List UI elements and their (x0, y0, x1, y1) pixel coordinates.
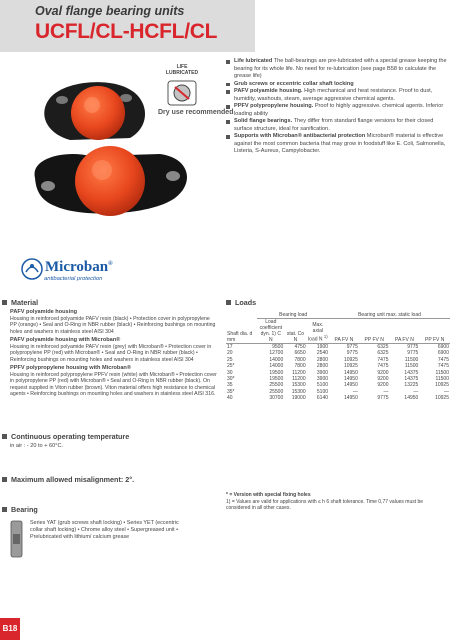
table-cell: 14000 (269, 356, 284, 363)
table-cell: 2540 (316, 350, 329, 357)
bearing-load-group: Bearing load (257, 312, 329, 319)
table-cell: 25500 (269, 382, 284, 389)
table-cell: 9200 (377, 376, 389, 383)
material-title: PAFV polyamide housing (10, 309, 78, 315)
table-cell: 19500 (269, 369, 284, 376)
table-cell: 35 (227, 382, 233, 389)
table-cell: 9775 (407, 350, 419, 357)
table-cell: 9775 (389, 344, 419, 351)
table-cell: — (413, 388, 419, 395)
life-line1: LIFE (176, 64, 188, 70)
page-subtitle: UCFL/CL-HCFL/CL (35, 20, 218, 43)
table-cell: 40 (227, 395, 233, 402)
loads-table (226, 312, 450, 402)
col-dyn: Load coefficient dyn. 1) C N (259, 319, 282, 343)
table-cell: 14000 (269, 363, 284, 370)
table-cell: 2800 (316, 363, 329, 370)
col-stat: stat. Co N (286, 331, 305, 343)
table-cell: 3900 (316, 369, 329, 376)
table-cell: 13225 (404, 382, 419, 389)
table-cell: 9500 (257, 344, 284, 351)
life-lubricated-badge (162, 64, 202, 76)
table-cell: 9775 (377, 395, 389, 402)
table-cell: 25* (227, 363, 235, 370)
table-cell: 11500 (435, 369, 449, 376)
table-cell: 14375 (404, 369, 419, 376)
microban-logo-icon (21, 258, 43, 280)
table-cell: 25500 (269, 388, 284, 395)
table-cell: — (383, 388, 389, 395)
note-special: * = Version with special fixing holes (226, 492, 311, 498)
material-section (10, 307, 218, 398)
table-cell: 7475 (377, 356, 389, 363)
table-cell: 20 (227, 350, 233, 357)
table-cell: 14375 (404, 376, 419, 383)
table-cell: 14950 (343, 395, 358, 402)
table-cell: — (444, 388, 449, 395)
material-title: PPFV polypropylene housing with Microban® (10, 365, 131, 371)
table-row (226, 344, 450, 351)
feature-item: PAFV polyamide housing. High mechanical and heat resistance. Proof to dust, humidity, washouts, steam, average aggressive chemical agents. (226, 88, 448, 103)
table-row (226, 395, 450, 401)
bearing-heading: Bearing (2, 505, 38, 514)
table-cell: 19000 (291, 395, 306, 402)
dry-use-label: Dry use recommended (158, 109, 234, 116)
temperature-heading: Continuous operating temperature (2, 432, 129, 441)
table-cell: 14950 (343, 376, 358, 383)
life-line2: LUBRICATED (165, 70, 199, 76)
material-title: PAFV polyamide housing with Microban® (10, 337, 121, 343)
table-cell: 6325 (377, 350, 389, 357)
temperature-text: in air : - 20 to + 60°C. (10, 443, 64, 449)
feature-item: Grub screws or eccentric collar shaft locking (226, 81, 448, 89)
col-pafv-2: PA FV N (395, 337, 414, 343)
note-tolerance: 1) = Values are valid for applications with ≤ h 6 shaft tolerance. Time 0,77 values must be considered in all other cases. (226, 498, 424, 511)
table-cell: 14950 (404, 395, 419, 402)
feature-item: PPFV polypropylene housing. Proof to highly aggressive. chemical agents. Inferior loading ability (226, 103, 448, 118)
table-cell: 9200 (377, 369, 389, 376)
microban-tagline: antibacterial protection (44, 276, 103, 282)
table-cell: 11500 (404, 363, 419, 370)
table-cell: 6140 (316, 395, 329, 402)
col-axial: Max. axial load N $^{1)}$ (308, 322, 328, 343)
table-cell: 11200 (292, 376, 306, 383)
table-cell: 10925 (343, 363, 358, 370)
table-cell: 2800 (316, 356, 329, 363)
feature-item: Life lubricated The ball-bearings are pre-lubricated with a special grease keeping the bearing for its whole life. No need for re-lubrication (see page B58 to calculate the grease life) (226, 58, 448, 81)
misalignment-heading: Maximum allowed misalignment: 2°. (2, 475, 134, 484)
table-cell: 25 (227, 356, 233, 363)
table-cell: 5100 (316, 382, 329, 389)
table-cell: — (352, 388, 358, 395)
table-cell: 6900 (419, 344, 450, 351)
max-static-load-group: Bearing unit max. static load (329, 312, 450, 319)
col-pafv-1: PA FV N (334, 337, 354, 343)
table-cell: 5100 (316, 388, 329, 395)
table-cell: 1900 (307, 344, 329, 351)
table-cell: 15300 (291, 382, 306, 389)
table-cell: 7800 (294, 356, 306, 363)
table-cell: 7475 (377, 363, 389, 370)
col-shaft: Shaft dia. d mm (227, 331, 253, 343)
feature-item: Solid flange bearings. They differ from standard flange versions for their closed surface structure, ideal for sanification. (226, 118, 448, 133)
material-heading: Material (2, 298, 38, 307)
loads-heading: Loads (226, 298, 256, 307)
table-cell: 9200 (377, 382, 389, 389)
table-cell: 30* (227, 376, 235, 383)
table-cell: 19500 (269, 376, 284, 383)
table-cell: 7475 (437, 363, 449, 370)
table-cell: 10925 (435, 382, 449, 389)
table-cell: 10925 (435, 395, 449, 402)
page-number: B18 (0, 618, 20, 640)
page-title: Oval flange bearing units (35, 4, 185, 18)
material-text: Housing in reinforced polyamide PAFV resin (black) • Protection cover in polypropylene PP (orange) • Seal and O-Ring in NBR rubber (black) • Reinforcing bushings on mounting holes and washers in stainless steel AISI 304 (10, 315, 216, 335)
table-cell: 7800 (294, 363, 306, 370)
bearing-text: Series YAT (grub screws shaft locking) • Series YET (eccentric collar shaft locking) • Chrome alloy steel • Supergreased unit • Prelubricated with lithium/ calcium grease (30, 520, 179, 540)
table-cell: 14950 (343, 382, 358, 389)
col-ppfv-2: PP FV N (424, 337, 445, 343)
table-cell: 11500 (404, 356, 419, 363)
material-text: Housing in reinforced polypropylene PPFV resin (white) with Microban® • Protection cover in polypropylene PP (red) with Microban® • Seal and O-Ring in NBR rubber (black). On request supplied in Viton rubber (brown). Viton material offers high resistance to chemical agents • Reinforcing bushings on mounting holes and washers in stainless steel AISI 316. (10, 371, 217, 397)
col-ppfv-1: PP FV N (364, 337, 384, 343)
table-cell: 4750 (284, 344, 306, 351)
table-cell: 9775 (329, 344, 359, 351)
table-cell: 7475 (437, 356, 449, 363)
table-cell: 11500 (435, 376, 449, 383)
table-cell: 3900 (316, 376, 329, 383)
loads-notes (226, 492, 448, 512)
table-cell: 30700 (269, 395, 284, 402)
material-text: Housing in reinforced polyamide PAFV resin (grey) with Microban® • Protection cover in polypropylene PP (red) with Microban® • Seal and O-Ring in NBR rubber (black) • Reinforcing bushings on mounting holes and washers in stainless steel AISI 304 (10, 343, 212, 363)
table-cell: 30 (227, 369, 233, 376)
table-cell: 11200 (292, 369, 306, 376)
table-cell: 35* (227, 388, 235, 395)
table-cell: 9775 (346, 350, 358, 357)
features-list (226, 58, 448, 156)
table-cell: 6900 (437, 350, 449, 357)
bearing-icon (10, 520, 23, 558)
table-cell: 14950 (343, 369, 358, 376)
table-cell: 10925 (343, 356, 358, 363)
table-cell: 6650 (294, 350, 306, 357)
table-cell: 15300 (291, 388, 306, 395)
table-cell: 17 (226, 344, 257, 351)
no-water-icon (167, 80, 197, 106)
table-cell: 6325 (359, 344, 390, 351)
feature-item: Supports with Microban® antibacterial protection Microban® material is effective against the most common bacteria that may grow in foodstuff like E. Coli, Salmonella, Listeria, S-Aureus, Campylobacter. (226, 133, 448, 156)
table-cell: 12700 (269, 350, 284, 357)
microban-logo-text: Microban® (45, 259, 113, 275)
